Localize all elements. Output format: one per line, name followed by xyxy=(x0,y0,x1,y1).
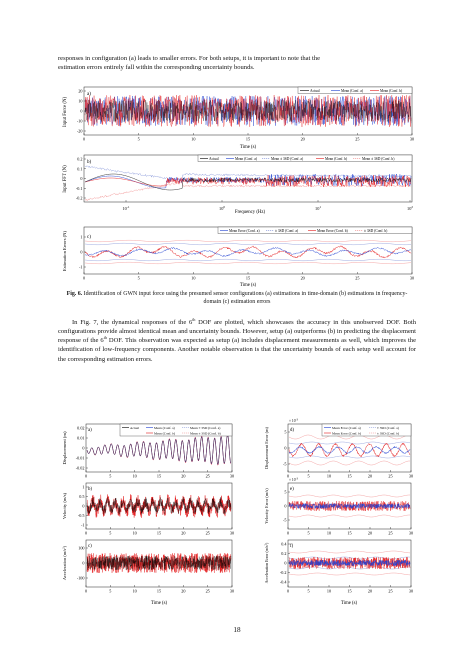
fig7c-ylabel: Acceleration $(m/s^2)$ xyxy=(61,545,67,581)
fig7f-xtick-4: 20 xyxy=(367,588,373,594)
fig7d-tag: d) xyxy=(290,428,294,433)
fig6a-legend-2: Mean (Conf. b) xyxy=(380,88,403,93)
fig6b-xtick-0: $10^{-1}$ xyxy=(122,205,130,211)
fig7b-xtick-6: 30 xyxy=(229,530,235,536)
fig7c-xtick-1: 5 xyxy=(109,588,112,594)
fig6c-xtick-5: 25 xyxy=(355,275,360,281)
fig7-right-legend-1: ± 3SD (Conf. a) xyxy=(377,426,399,430)
fig6c-xlabel: Time (s) xyxy=(239,283,257,288)
fig7b-ytick-1: 0.5 xyxy=(79,494,85,499)
fig7f-ytick-3: -0.2 xyxy=(279,570,287,575)
fig6c-xtick-2: 10 xyxy=(191,275,196,281)
fig7d-xtick-2: 10 xyxy=(326,473,332,479)
fig6a-xtick-6: 30 xyxy=(409,136,415,142)
fig7f-band-b-upper xyxy=(289,551,410,553)
fig6b-xtick-1: $10^0$ xyxy=(219,205,225,211)
fig7-right-legend-0: Mean Error (Conf. a) xyxy=(332,426,361,430)
fig6a-ytick-3: -10 xyxy=(76,118,83,124)
fig7a-xtick-4: 20 xyxy=(181,473,186,479)
fig6a-xlabel: Time (s) xyxy=(239,145,257,150)
fig7f-ytick-0: 0.4 xyxy=(281,541,287,547)
fig6c-tag: c) xyxy=(87,235,91,240)
fig7a-ytick-1: 0.01 xyxy=(77,435,85,441)
fig7-panel-f xyxy=(264,540,413,606)
fig7f-band-b-lower xyxy=(289,573,410,575)
fig7f-ytick-4: -0.4 xyxy=(279,579,287,585)
fig6b-ytick-1: 0.1 xyxy=(77,166,83,172)
paragraph-1-line-1: responses in configuration (a) leads to smaller errors. For both setups, it is important to note that the xyxy=(58,55,321,62)
fig6c-ytick-1: 0 xyxy=(80,249,83,255)
fig7a-xtick-1: 5 xyxy=(109,473,112,479)
paragraph-2-part-2: DOF are plotted, which showcases the accuracy in this unobserved DOF. Both configurations provide almost identical mean and uncertainty bounds. However, setup (a) outperforms (b) in predicting the displacement response of the 6 xyxy=(58,319,416,345)
fig7a-xtick-3: 15 xyxy=(156,473,162,479)
fig7c-ytick-0: 100 xyxy=(78,545,85,551)
fig7a-series-actual xyxy=(87,435,231,464)
page-number: 18 xyxy=(233,626,241,634)
fig7-right-legend-2: Mean Error (Conf. b) xyxy=(332,431,361,436)
fig7-right-legend-3: ± 3SD (Conf. b) xyxy=(377,431,400,436)
fig6b-legend-0: Actual xyxy=(209,156,219,161)
fig7e-band-b-upper xyxy=(289,495,410,497)
fig7e-ytick-1: 0 xyxy=(284,503,287,509)
fig7d-xtick-0: 0 xyxy=(286,473,290,479)
fig6a-xtick-5: 25 xyxy=(355,136,360,142)
fig6c-ytick-0: 1 xyxy=(80,234,83,240)
fig7a-xtick-0: 0 xyxy=(84,473,88,479)
fig7d-band-b-lower xyxy=(289,461,410,465)
fig6a-legend-0: Actual xyxy=(310,88,320,93)
fig7f-xtick-0: 0 xyxy=(286,588,290,594)
figure-6-caption-label: Fig. 6. xyxy=(66,291,83,297)
fig7d-ytick-2: -5 xyxy=(283,461,287,467)
fig7f-ytick-1: 0.2 xyxy=(281,551,287,556)
fig7e-xtick-5: 25 xyxy=(388,530,393,536)
fig7a-xtick-2: 10 xyxy=(132,473,137,479)
fig7e-xtick-1: 5 xyxy=(307,530,310,536)
fig6a-xtick-0: 0 xyxy=(82,136,86,142)
figure-6-caption-text: Identification of GWN input force using the presumed sensor configurations (a) estimations in time-domain (b) estimations in frequency-domain (c) estimation errors xyxy=(83,291,408,305)
fig7a-xtick-6: 30 xyxy=(229,473,235,479)
fig7c-xtick-6: 30 xyxy=(229,588,235,594)
fig7a-ytick-2: 0 xyxy=(82,445,85,451)
fig6b-ytick-4: -0.2 xyxy=(75,195,83,201)
fig7a-series-conf-a xyxy=(87,435,231,465)
fig7-left-legend-0: Actual xyxy=(130,426,140,430)
fig7f-tag: f) xyxy=(290,544,294,549)
fig7-right-xlabel: Time (s) xyxy=(340,601,358,606)
fig7d-scale: × $10^{-3}$ xyxy=(289,418,298,423)
fig7e-xtick-6: 30 xyxy=(408,530,414,536)
fig6b-ylabel: Input FFT (N) xyxy=(63,165,68,193)
paragraph-2-sup-2: th xyxy=(103,335,107,341)
fig7d-xtick-4: 20 xyxy=(367,473,373,479)
fig7b-ytick-3: -0.5 xyxy=(77,513,85,518)
fig7b-ytick-4: -1 xyxy=(81,522,85,528)
fig7c-xtick-4: 20 xyxy=(181,588,186,594)
fig6a-tag: a) xyxy=(87,92,91,97)
fig7b-xtick-4: 20 xyxy=(181,530,186,536)
fig6c-xtick-6: 30 xyxy=(409,275,415,281)
paragraph-2-sup-1: th xyxy=(192,316,196,322)
fig6c-xtick-0: 0 xyxy=(82,275,86,281)
fig7e-scale: × $10^{-3}$ xyxy=(289,477,298,482)
fig7b-tag: b) xyxy=(88,487,92,492)
fig7-left-legend-2: Mean ± 3SD (Conf. a) xyxy=(190,426,221,430)
fig7d-series-conf-b xyxy=(289,443,410,457)
fig7f-xtick-6: 30 xyxy=(408,588,414,594)
fig7d-ylabel: Displacement Error (m) xyxy=(264,427,269,469)
fig6a-xtick-2: 10 xyxy=(191,136,196,142)
fig6a-ytick-1: 10 xyxy=(78,98,83,104)
fig6b-xtick-3: $10^2$ xyxy=(407,205,413,211)
fig6a-xtick-4: 20 xyxy=(300,136,305,142)
fig6b-ytick-0: 0.2 xyxy=(77,156,83,162)
fig6b-legend-4: Mean ± 3SD (Conf. b) xyxy=(362,156,395,161)
fig7f-xtick-1: 5 xyxy=(307,588,310,594)
fig7c-tag: c) xyxy=(88,544,92,549)
fig7-left-legend-3: Mean (Conf. b) xyxy=(154,431,175,436)
fig6c-legend-2: Mean Error (Conf. b) xyxy=(317,228,348,233)
fig6a-ytick-0: 20 xyxy=(78,88,83,94)
fig7e-ytick-2: -5 xyxy=(283,517,287,523)
fig6b-legend-2: Mean ± 3SD (Conf. a) xyxy=(271,156,304,161)
fig7e-xtick-0: 0 xyxy=(286,530,290,536)
fig7d-band-a-lower xyxy=(289,456,410,458)
fig7-left-legend-4: Mean ± 3SD (Conf. b) xyxy=(190,431,221,436)
fig7-left-xlabel: Time (s) xyxy=(150,601,168,606)
fig6b-xlabel: Frequency (Hz) xyxy=(234,210,266,215)
fig7c-xtick-0: 0 xyxy=(84,588,88,594)
fig6a-ylabel: Input Force (N) xyxy=(63,96,68,128)
fig7f-ytick-2: 0 xyxy=(284,560,287,566)
paragraph-2-part-3: DOF. This observation was expected as setup (a) includes displacement measurements as well, which improves the identification of low-frequency components. Another notable observation is that the uncertainty bounds of each setup well account for the corresponding estimation errors. xyxy=(58,337,416,363)
fig7-right-legend xyxy=(322,424,411,436)
fig6b-ytick-3: -0.1 xyxy=(75,185,83,191)
fig6a-ytick-2: 0 xyxy=(80,108,83,114)
fig7b-xtick-3: 15 xyxy=(156,530,162,536)
fig7e-xtick-3: 15 xyxy=(347,530,352,536)
fig6b-legend-1: Mean (Conf. a) xyxy=(235,156,258,161)
fig7-panel-a xyxy=(62,424,234,479)
fig7-panel-c xyxy=(62,540,235,606)
fig7-left-legend xyxy=(120,424,232,436)
fig6a-xtick-1: 5 xyxy=(137,136,140,142)
paragraph-1-line-2: estimation errors entirely fall within the corresponding uncertainty bounds. xyxy=(58,64,255,72)
fig6b-legend-3: Mean (Conf. b) xyxy=(325,156,348,161)
fig7b-ytick-0: 1 xyxy=(82,484,85,490)
fig6c-legend-1: ± 3SD (Conf. a) xyxy=(275,228,299,233)
fig7f-xtick-2: 10 xyxy=(326,588,332,594)
fig7c-xtick-5: 25 xyxy=(205,588,210,594)
fig7e-ytick-0: 5 xyxy=(284,489,287,495)
fig7e-tag: e) xyxy=(290,487,294,492)
fig6a-legend-1: Mean (Conf. a) xyxy=(341,88,364,93)
fig7b-xtick-2: 10 xyxy=(132,530,137,536)
fig7b-ytick-2: 0 xyxy=(82,503,85,509)
fig6a-xtick-3: 15 xyxy=(245,136,251,142)
fig7a-xtick-5: 25 xyxy=(205,473,210,479)
fig7e-ylabel: Velocity Error (m/s) xyxy=(264,488,269,524)
fig6c-ylabel: Estimation Errors (N) xyxy=(62,230,67,272)
fig6c-xtick-3: 15 xyxy=(245,275,251,281)
fig7b-ylabel: Velocity (m/s) xyxy=(62,492,67,520)
fig7a-ylabel: Displacement (m) xyxy=(62,431,67,465)
fig7d-ytick-0: 5 xyxy=(284,429,287,435)
fig7a-ytick-0: 0.02 xyxy=(77,425,85,431)
fig7e-xtick-2: 10 xyxy=(326,530,332,536)
fig7f-xtick-5: 25 xyxy=(388,588,393,594)
fig7-left-legend-1: Mean (Conf. a) xyxy=(154,426,175,430)
fig7c-ytick-1: 0 xyxy=(82,560,85,566)
fig7a-tag: a) xyxy=(88,428,92,433)
fig7-panel-b xyxy=(62,483,234,536)
fig6b-ytick-2: 0 xyxy=(80,176,83,181)
fig7b-xtick-1: 5 xyxy=(109,530,112,536)
fig7f-xtick-3: 15 xyxy=(347,588,352,594)
fig7c-xtick-3: 15 xyxy=(156,588,162,594)
fig7c-ytick-2: -100 xyxy=(76,575,85,581)
fig7d-xtick-6: 30 xyxy=(408,473,414,479)
fig7d-xtick-3: 15 xyxy=(347,473,352,479)
fig7d-band-a-upper xyxy=(289,442,410,444)
fig6c-legend-0: Mean Error (Conf. a) xyxy=(229,228,260,233)
fig7f-ylabel: Acceleration Error $(m/s^2)$ xyxy=(264,542,269,584)
fig7a-ytick-3: -0.01 xyxy=(75,455,85,461)
fig6b-tag: b) xyxy=(87,160,92,165)
fig7e-xtick-4: 20 xyxy=(367,530,373,536)
fig7c-xtick-2: 10 xyxy=(132,588,137,594)
fig7d-xtick-5: 25 xyxy=(388,473,393,479)
fig7b-xtick-0: 0 xyxy=(84,530,88,536)
fig6c-ytick-2: -1 xyxy=(79,264,83,270)
fig7d-ytick-1: 0 xyxy=(284,445,287,451)
fig7d-xtick-1: 5 xyxy=(307,473,310,479)
fig7b-xtick-5: 25 xyxy=(205,530,210,536)
fig6c-legend-3: ± 3SD (Conf. b) xyxy=(364,228,388,233)
fig6c-xtick-1: 5 xyxy=(137,275,140,281)
fig7a-ytick-4: -0.02 xyxy=(75,465,85,471)
paragraph-2-part-1: In Fig. 7, the dynamical responses of the 6 xyxy=(72,319,193,326)
fig7-panel-e xyxy=(264,478,413,536)
fig7e-band-b-lower xyxy=(289,515,410,517)
fig7-panel-d xyxy=(264,419,413,479)
fig6b-xtick-2: $10^1$ xyxy=(315,205,321,211)
fig6a-ytick-4: -20 xyxy=(76,128,83,134)
fig6c-xtick-4: 20 xyxy=(300,275,305,281)
